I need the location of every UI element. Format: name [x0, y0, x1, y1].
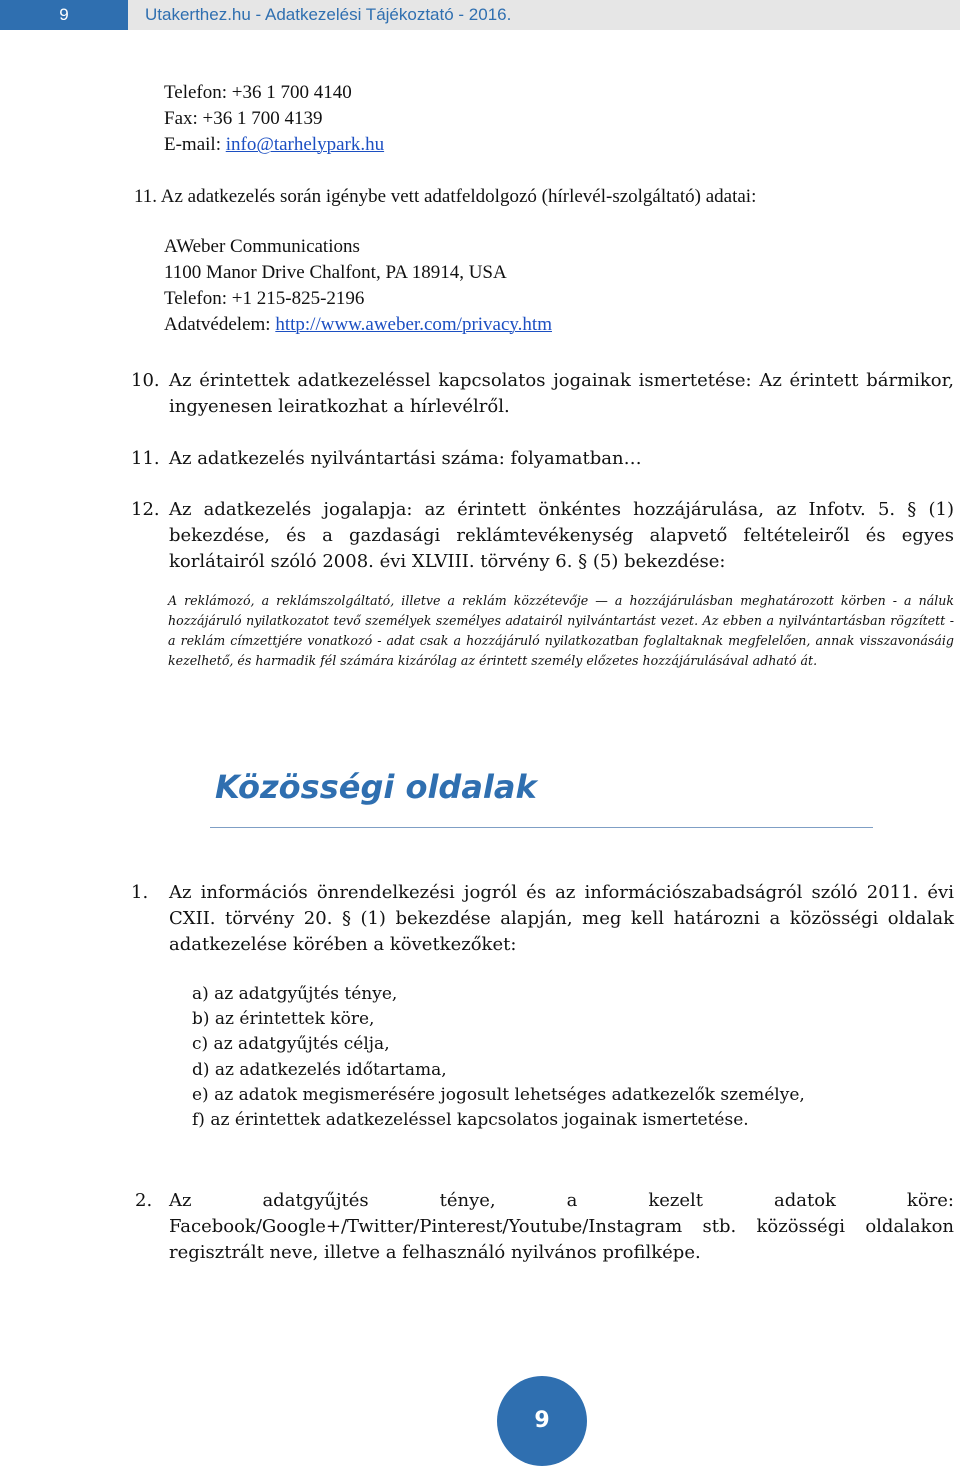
section-heading: Közösségi oldalak	[215, 768, 537, 806]
list-item: e) az adatok megismerésére jogosult lehetséges adatkezelők személye,	[192, 1085, 805, 1105]
page-number-badge: 9	[497, 1376, 587, 1466]
aweber-name: AWeber Communications	[164, 236, 360, 257]
list-item: d) az adatkezelés időtartama,	[192, 1060, 447, 1080]
list-item: a) az adatgyűjtés ténye,	[192, 984, 398, 1004]
item-12-text: Az adatkezelés jogalapja: az érintett önkéntes hozzájárulása, az Infotv. 5. § (1) bekezdése, és a gazdasági reklámtevékenység alapvető feltételeiről és egyes korlátairól szóló 2008. évi XLVIII. törvény 6. § (5) bekezdése:	[169, 499, 954, 572]
item-11-text: Az adatkezelés nyilvántartási száma: folyamatban…	[169, 448, 642, 469]
aweber-privacy	[164, 312, 552, 338]
law-quote: A reklámozó, a reklámszolgáltató, illetve a reklám közzétevője — a hozzájárulásban meghatározott körben - a náluk hozzájáruló nyilatkozatot tevő személyek személyes adatairól nyilvántartást vezet. Az ebben a nyilvántartásban rögzített - a reklám címzettjére vonatkozó - adat csak a hozzájáruló nyilatkozatban foglaltaknak megfelelően, annak visszavonásáig kezelhető, és harmadik fél számára kizárólag az érintett személy előzetes hozzájárulásával adható át.	[168, 593, 954, 668]
contact-phone: Telefon: +36 1 700 4140	[164, 82, 352, 103]
page-header	[0, 0, 960, 30]
contact-email-label: E-mail:	[164, 134, 226, 155]
contact-email	[164, 132, 384, 158]
aweber-privacy-label: Adatvédelem:	[164, 314, 276, 335]
list-item: b) az érintettek köre,	[192, 1009, 375, 1029]
list-item: c) az adatgyűjtés célja,	[192, 1034, 390, 1054]
social-item-1-number: 1.	[131, 882, 149, 903]
processor-heading: 11. Az adatkezelés során igénybe vett adatfeldolgozó (hírlevél-szolgáltató) adatai:	[134, 186, 757, 207]
list-item: f) az érintettek adatkezeléssel kapcsolatos jogainak ismertetése.	[192, 1110, 749, 1130]
item-10-number: 10.	[131, 370, 160, 391]
item-12-number: 12.	[131, 499, 160, 520]
header-page-number: 9	[0, 0, 128, 30]
item-10-text: Az érintettek adatkezeléssel kapcsolatos jogainak ismertetése: Az érintett bármikor, ingyenesen leiratkozhat a hírlevélről.	[169, 370, 954, 417]
aweber-address: 1100 Manor Drive Chalfont, PA 18914, USA	[164, 262, 507, 283]
contact-fax: Fax: +36 1 700 4139	[164, 108, 323, 129]
aweber-privacy-link[interactable]: http://www.aweber.com/privacy.htm	[275, 314, 552, 335]
social-item-2-number: 2.	[135, 1190, 153, 1211]
section-divider	[210, 827, 873, 828]
social-item-1-text: Az információs önrendelkezési jogról és az információszabadságról szóló 2011. évi CXII. törvény 20. § (1) bekezdése alapján, meg kell határozni a közösségi oldalak adatkezelése körében a következőket:	[169, 882, 954, 955]
aweber-phone: Telefon: +1 215-825-2196	[164, 288, 365, 309]
social-item-2-text: Az adatgyűjtés ténye, a kezelt adatok köre: Facebook/Google+/Twitter/Pinterest/Youtube/Instagram stb. közösségi oldalakon regisztrált neve, illetve a felhasználó nyilvános profilképe.	[169, 1190, 954, 1263]
header-title: Utakerthez.hu - Adatkezelési Tájékoztató - 2016.	[145, 5, 512, 24]
contact-email-link[interactable]: info@tarhelypark.hu	[225, 134, 385, 155]
item-11-number: 11.	[131, 448, 160, 469]
